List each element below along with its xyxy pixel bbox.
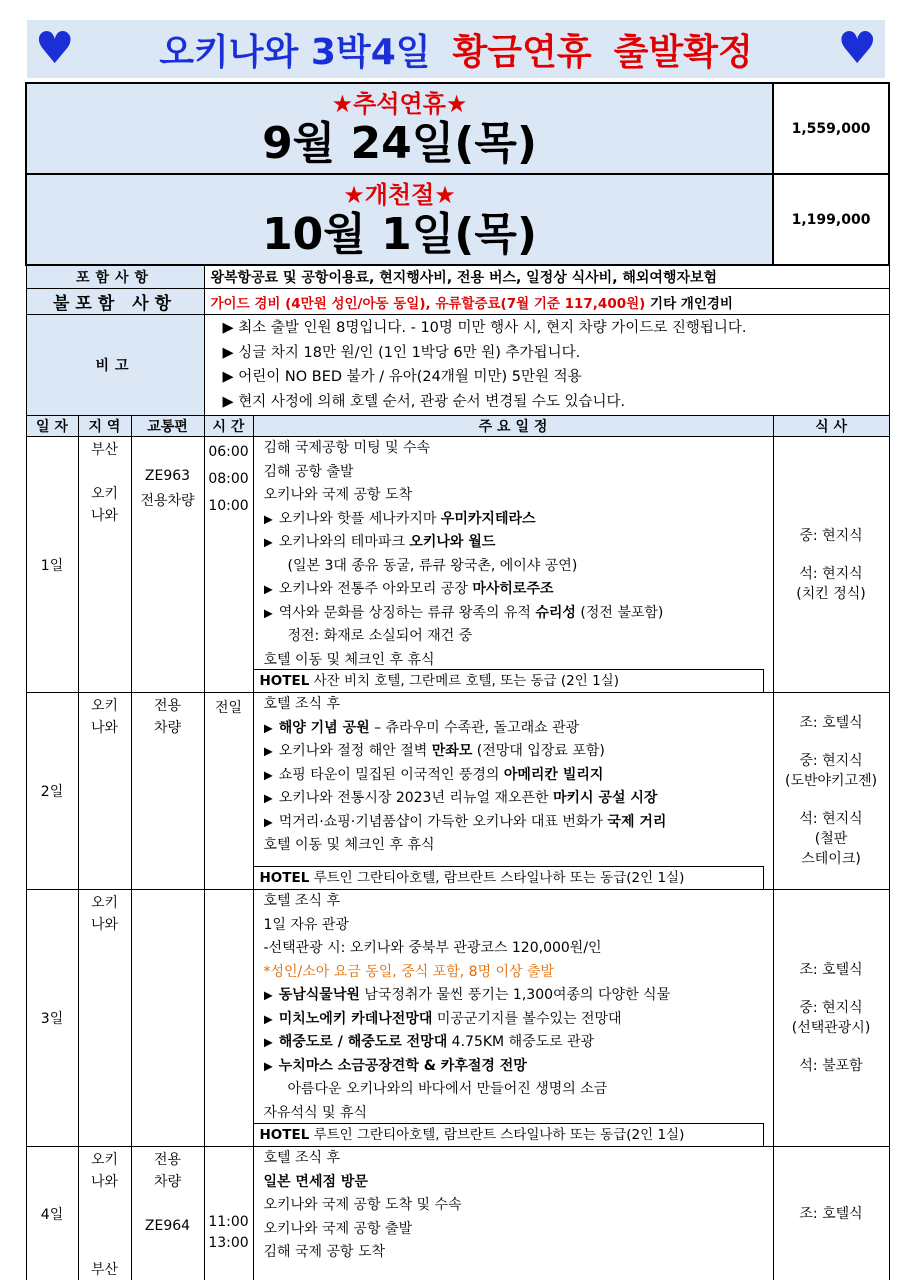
time-line: 10:00 (208, 498, 249, 514)
transport-line: 차량 (153, 1174, 182, 1190)
region-line: 오키 (90, 698, 119, 714)
meal-line: 조: 호텔식 (799, 1206, 863, 1222)
schedule-cell (253, 890, 773, 1147)
departure-row (26, 174, 889, 265)
schedule-line (264, 1031, 769, 1055)
schedule-highlight: 우미카지테라스 (440, 510, 536, 527)
title-banner (27, 20, 885, 78)
region-line: 나와 (90, 917, 119, 933)
remark-item: ▶ 최소 출발 인원 8명입니다. - 10명 미만 행사 시, 현지 차량 가이드로 진행됩니다. (222, 320, 747, 336)
schedule-highlight: 누치마스 소금공장견학 & 카후절경 전망 (278, 1057, 527, 1074)
transport-line: 전용 (153, 698, 182, 714)
schedule-text: (전망대 입장료 포함) (472, 743, 605, 759)
region-line: 오키 (90, 486, 119, 502)
time-line: 06:00 (208, 444, 249, 460)
time-cell (204, 437, 253, 693)
meal-line: 석: 현지식 (799, 565, 863, 582)
arrow-icon: ▶ (263, 1035, 273, 1049)
transport-line: 전용 (153, 1152, 182, 1168)
region-line: 부산 (90, 442, 119, 458)
banner-title (159, 24, 753, 75)
schedule-line (264, 890, 769, 914)
day-row (26, 890, 889, 1147)
schedule-line (264, 1147, 769, 1171)
schedule-text: 오키나와 국제 공항 도착 (263, 487, 413, 503)
meal-line: 중: 현지식 (799, 1000, 863, 1016)
schedule-line (264, 1008, 769, 1032)
hotel-line (254, 866, 764, 889)
time-cell (204, 890, 253, 1147)
schedule-cell (253, 437, 773, 693)
meal-line: (도반야키고젠) (784, 773, 878, 789)
transport-line: ZE964 (144, 1218, 191, 1234)
transport-cell (131, 693, 204, 890)
meal-line: 중: 현지식 (799, 753, 863, 769)
region-line: 나와 (90, 1174, 119, 1190)
remarks-row (26, 315, 889, 416)
banner-title-red-1: 황금연휴 (452, 31, 592, 73)
meal-line: (치킨 정식) (796, 585, 866, 602)
schedule-line (264, 508, 769, 532)
region-line (79, 1215, 131, 1237)
schedule-text: 역사와 문화를 상징하는 류큐 왕족의 유적 (278, 604, 536, 621)
arrow-icon: ▶ (263, 767, 273, 782)
excluded-text (211, 296, 733, 312)
included-row (26, 265, 889, 289)
schedule-line (264, 531, 769, 555)
region-cell (78, 890, 131, 1147)
day-label: 1일 (26, 437, 78, 693)
schedule-text: 미공군기지를 볼수있는 전망대 (432, 1010, 622, 1027)
header-meal: 식 사 (773, 416, 889, 437)
meal-line: (선택관광시) (791, 1020, 871, 1036)
hotel-text: 루트인 그란티아호텔, 람브란트 스타일나하 또는 동급(2인 1실) (309, 1127, 685, 1143)
schedule-line (264, 1102, 769, 1126)
schedule-line (264, 717, 769, 741)
schedule-line (264, 787, 769, 811)
region-line: 오키 (90, 1152, 119, 1168)
arrow-icon: ▶ (263, 535, 273, 549)
meal-line: 조: 호텔식 (799, 962, 863, 978)
heart-icon: ♥ (35, 23, 75, 74)
transport-line (132, 1193, 204, 1215)
schedule-highlight: 동남식물낙원 (278, 987, 360, 1003)
day-label: 4일 (26, 1147, 78, 1280)
schedule-text: 오키나와 국제 공항 도착 및 수속 (263, 1197, 462, 1213)
schedule-line (264, 578, 769, 602)
schedule-line (264, 834, 769, 858)
schedule-text: 정전: 화재로 소실되어 재건 중 (287, 628, 473, 644)
schedule-highlight: 일본 면세점 방문 (263, 1173, 368, 1190)
region-line: 나와 (90, 508, 119, 524)
itinerary-header (26, 416, 889, 437)
schedule-lines (254, 693, 773, 858)
excluded-label: 불포함 사항 (26, 289, 204, 315)
day-label: 2일 (26, 693, 78, 890)
schedule-text: 자유석식 및 휴식 (263, 1104, 368, 1121)
departure-price: 1,559,000 (773, 83, 889, 174)
schedule-highlight: 해양 기념 공원 (278, 719, 370, 736)
day-row (26, 693, 889, 890)
header-day: 일 자 (26, 416, 78, 437)
arrow-icon: ▶ (263, 1058, 273, 1073)
remarks-content (204, 315, 889, 416)
schedule-text: 김해 국제 공항 도착 (263, 1244, 386, 1260)
schedule-lines (254, 890, 773, 1125)
schedule-text: 1일 자유 관광 (263, 916, 349, 933)
schedule-line (264, 1055, 769, 1079)
schedule-text: 쇼핑 타운이 밀집된 이국적인 풍경의 (278, 766, 504, 783)
meal-cell (773, 890, 889, 1147)
schedule-line (264, 484, 769, 508)
schedule-highlight: 슈리성 (535, 604, 576, 621)
holiday-label: ★추석연휴★ (331, 89, 468, 118)
region-cell (78, 437, 131, 693)
banner-title-red-2: 출발확정 (613, 31, 753, 73)
holiday-label: ★개천절★ (343, 180, 456, 209)
departure-date: 9월 24일(목) (262, 117, 537, 169)
hotel-line (254, 1123, 764, 1146)
region-line (79, 461, 131, 483)
meal-line: (철판 (814, 831, 848, 847)
schedule-text: 남국정취가 물씬 풍기는 1,300여종의 다양한 식물 (359, 987, 671, 1003)
hotel-label: HOTEL (259, 673, 310, 689)
time-cell (204, 1147, 253, 1280)
time-line: 08:00 (208, 471, 249, 487)
hotel-text: 사잔 비치 호텔, 그란메르 호텔, 또는 동급 (2인 1실) (309, 673, 619, 689)
arrow-icon: ▶ (263, 605, 273, 620)
meal-cell (773, 1147, 889, 1280)
transport-line (132, 439, 204, 464)
schedule-cell (253, 693, 773, 890)
schedule-line (264, 914, 769, 938)
schedule-text: 오키나와 국제 공항 출발 (263, 1220, 413, 1237)
schedule-lines (254, 437, 773, 672)
schedule-text: 4.75KM 해중도로 관광 (447, 1034, 595, 1050)
departure-date-cell (26, 174, 773, 265)
meal-line: 석: 불포함 (799, 1058, 863, 1074)
schedule-text: 아름다운 오키나와의 바다에서 만들어진 생명의 소금 (287, 1081, 608, 1097)
schedule-line (264, 961, 769, 985)
remarks-list (211, 316, 883, 414)
header-transport: 교통편 (131, 416, 204, 437)
schedule-text: 오키나와의 테마파크 (278, 534, 410, 550)
schedule-text: (일본 3대 종유 동굴, 류큐 왕국촌, 에이샤 공연) (287, 557, 578, 574)
schedule-text: – 츄라우미 수족관, 돌고래쇼 관광 (369, 719, 580, 736)
transport-line: ZE963 (144, 468, 191, 484)
schedule-text: (정전 불포함) (575, 604, 664, 621)
schedule-text: 오키나와 핫플 세나카지마 (278, 510, 441, 527)
schedule-note: *성인/소아 요금 동일, 중식 포함, 8명 이상 출발 (263, 963, 555, 980)
excluded-row (26, 289, 889, 315)
time-line: 11:00 (208, 1214, 249, 1230)
schedule-text: 호텔 이동 및 체크인 후 휴식 (263, 651, 435, 668)
arrow-icon: ▶ (263, 720, 273, 735)
day-row (26, 437, 889, 693)
banner-title-blue: 오키나와 3박4일 (159, 31, 431, 73)
included-label: 포함사항 (26, 265, 204, 289)
header-region: 지 역 (78, 416, 131, 437)
schedule-text: 호텔 조식 후 (263, 696, 341, 712)
tour-table (25, 82, 890, 1280)
hotel-label: HOTEL (259, 1127, 310, 1143)
arrow-icon: ▶ (263, 582, 273, 596)
schedule-line (264, 555, 769, 579)
hotel-text: 루트인 그란티아호텔, 람브란트 스타일나하 또는 동급(2인 1실) (309, 870, 685, 886)
meal-cell (773, 437, 889, 693)
meal-line: 석: 현지식 (799, 811, 863, 827)
included-text: 왕복항공료 및 공항이용료, 현지행사비, 전용 버스, 일정상 식사비, 해외여행자보험 (210, 270, 718, 286)
transport-cell (131, 890, 204, 1147)
schedule-line (264, 1078, 769, 1102)
meal-spacer (774, 980, 889, 998)
schedule-cell (253, 1147, 773, 1280)
schedule-text: 호텔 이동 및 체크인 후 휴식 (263, 837, 435, 853)
arrow-icon: ▶ (263, 511, 273, 526)
departure-date: 10월 1일(목) (262, 208, 537, 260)
arrow-icon: ▶ (263, 744, 273, 758)
meal-spacer (774, 546, 889, 564)
meal-spacer (774, 733, 889, 751)
schedule-line (264, 1241, 769, 1265)
schedule-line (264, 625, 769, 649)
schedule-line (264, 602, 769, 626)
schedule-text: 오키나와 전통시장 2023년 리뉴얼 재오픈한 (278, 790, 553, 806)
region-cell (78, 1147, 131, 1280)
meal-spacer (774, 791, 889, 809)
remark-item: ▶ 어린이 NO BED 불가 / 유아(24개월 미만) 5만원 적용 (222, 369, 582, 385)
time-line: 전일 (214, 700, 243, 716)
remark-item: ▶ 싱글 차지 18만 원/인 (1인 1박당 6만 원) 추가됩니다. (222, 344, 581, 361)
hotel-line (254, 669, 764, 692)
arrow-icon: ▶ (263, 1011, 273, 1026)
hotel-label: HOTEL (259, 870, 310, 886)
schedule-text: 호텔 조식 후 (263, 1150, 341, 1166)
arrow-icon: ▶ (263, 988, 273, 1002)
heart-icon: ♥ (837, 23, 877, 74)
schedule-line (264, 1218, 769, 1242)
arrow-icon: ▶ (263, 814, 273, 829)
excluded-content (204, 289, 889, 315)
schedule-highlight: 만좌모 (431, 743, 473, 759)
excluded-text-red: 가이드 경비 (4만원 성인/아동 동일), 유류할증료(7월 기준 117,400원) (210, 295, 646, 312)
schedule-highlight: 마사히로주조 (472, 581, 554, 597)
schedule-text: 호텔 조식 후 (263, 893, 341, 909)
schedule-line (264, 937, 769, 961)
arrow-icon: ▶ (263, 791, 273, 805)
meal-line: 조: 호텔식 (799, 715, 863, 731)
schedule-highlight: 국제 거리 (607, 813, 667, 830)
time-line (205, 1149, 253, 1170)
departure-price: 1,199,000 (773, 174, 889, 265)
region-line (79, 1237, 131, 1259)
schedule-line (264, 1194, 769, 1218)
excluded-text-black: 기타 개인경비 (645, 295, 733, 312)
schedule-highlight: 해중도로 / 해중도로 전망대 (278, 1034, 448, 1050)
meal-spacer (774, 1038, 889, 1056)
schedule-line (264, 693, 769, 717)
departure-row (26, 83, 889, 174)
meal-line: 중: 현지식 (799, 527, 863, 544)
schedule-line (264, 811, 769, 835)
transport-cell (131, 437, 204, 693)
schedule-text: 김해 공항 출발 (263, 463, 354, 480)
schedule-highlight: 마키시 공설 시장 (553, 790, 658, 806)
schedule-text: 김해 국제공항 미팅 및 수속 (263, 440, 431, 456)
remark-item: ▶ 현지 사정에 의해 호텔 순서, 관광 순서 변경될 수도 있습니다. (222, 393, 626, 410)
schedule-text: 먹거리·쇼핑·기념품샵이 가득한 오키나와 대표 번화가 (278, 813, 608, 830)
transport-line: 차량 (153, 720, 182, 736)
remarks-label: 비고 (26, 315, 204, 416)
schedule-text: -선택관광 시: 오키나와 중북부 관광코스 120,000원/인 (263, 940, 602, 956)
region-cell (78, 693, 131, 890)
header-schedule: 주 요 일 정 (253, 416, 773, 437)
time-cell (204, 693, 253, 890)
transport-line: 전용차량 (140, 493, 195, 509)
schedule-text: 오키나와 절정 해안 절벽 (278, 743, 432, 759)
region-line: 부산 (90, 1262, 119, 1278)
day-row (26, 1147, 889, 1280)
region-line (79, 1193, 131, 1215)
schedule-lines (254, 1147, 773, 1265)
schedule-text: 오키나와 전통주 아와모리 공장 (278, 581, 473, 597)
schedule-line (264, 437, 769, 461)
meal-cell (773, 693, 889, 890)
included-content (204, 265, 889, 289)
schedule-line (264, 764, 769, 788)
time-line (205, 1191, 253, 1212)
time-line: 13:00 (208, 1235, 249, 1251)
header-time: 시 간 (204, 416, 253, 437)
schedule-line (264, 984, 769, 1008)
region-line: 오키 (90, 895, 119, 911)
schedule-line (264, 1171, 769, 1195)
transport-cell (131, 1147, 204, 1280)
schedule-line (264, 461, 769, 485)
time-line (205, 1170, 253, 1191)
schedule-line (264, 740, 769, 764)
departure-date-cell (26, 83, 773, 174)
schedule-highlight: 오키나와 월드 (409, 534, 496, 550)
region-line: 나와 (90, 720, 119, 736)
day-label: 3일 (26, 890, 78, 1147)
meal-line: 스테이크) (801, 851, 861, 867)
schedule-highlight: 아메리칸 빌리지 (503, 766, 604, 783)
schedule-highlight: 미치노에키 카데나전망대 (278, 1010, 433, 1027)
